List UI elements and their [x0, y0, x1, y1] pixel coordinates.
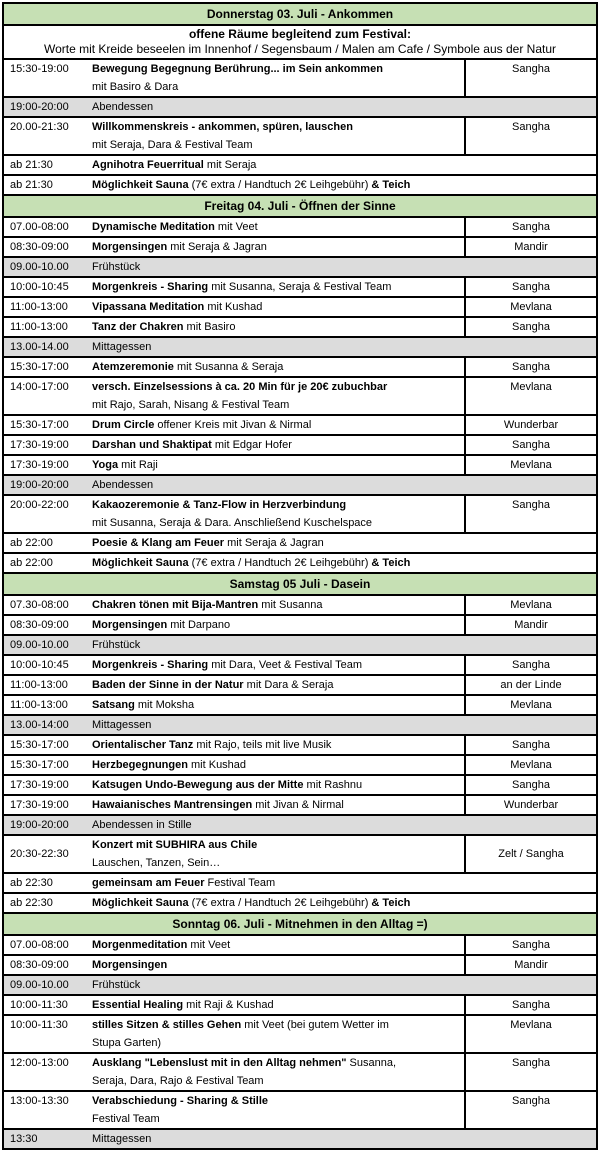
description-cell: Ausklang "Lebenslust mit in den Alltag nehmen" Susanna, Seraja, Dara, Rajo & Festival Team [92, 1057, 397, 1087]
description-cell: Kakaozeremonie & Tanz-Flow in Herzverbindung mit Susanna, Seraja & Dara. Anschließend Kuschelspace [92, 499, 373, 529]
time-cell: 11:00-13:00 [10, 699, 68, 711]
description-cell: stilles Sitzen & stilles Gehen mit Veet (bei gutem Wetter im Stupa Garten) [92, 1019, 389, 1049]
time-cell: ab 22:30 [10, 877, 53, 889]
location-cell: Sangha [464, 318, 596, 336]
time-cell: 12:00-13:00 [10, 1057, 69, 1069]
description-cell: Agnihotra Feuerritual mit Seraja [92, 159, 257, 171]
description-cell: Mittagessen [92, 1133, 152, 1145]
location-cell: Sangha [464, 496, 596, 532]
time-cell: 19:00-20:00 [10, 819, 69, 831]
description-cell: Morgenmeditation mit Veet [92, 939, 231, 951]
time-cell: 15:30-17:00 [10, 419, 69, 431]
note-line-1: offene Räume begleitend zum Festival: [188, 27, 412, 41]
meal-row [4, 974, 596, 994]
day-header-row: Sonntag 06. Juli - Mitnehmen in den Alltag =) [4, 912, 596, 934]
event-row [4, 1052, 596, 1090]
location-cell: Wunderbar [464, 796, 596, 814]
event-row [4, 954, 596, 974]
location-cell: Mandir [464, 238, 596, 256]
description-cell: Darshan und Shaktipat mit Edgar Hofer [92, 439, 292, 451]
time-cell: 13:30 [10, 1133, 38, 1145]
meal-row [4, 256, 596, 276]
time-cell: 07.00-08:00 [10, 221, 69, 233]
location-cell: Mandir [464, 956, 596, 974]
time-cell: ab 22:00 [10, 557, 53, 569]
time-cell: 10:00-10:45 [10, 281, 69, 293]
description-cell: Dynamische Meditation mit Veet [92, 221, 258, 233]
time-cell: 14:00-17:00 [10, 381, 69, 393]
event-row [4, 356, 596, 376]
event-row [4, 174, 596, 194]
note-row [4, 24, 596, 58]
description-cell: Morgenkreis - Sharing mit Dara, Veet & Festival Team [92, 659, 362, 671]
day-header-row: Freitag 04. Juli - Öffnen der Sinne [4, 194, 596, 216]
time-cell: 17:30-19:00 [10, 459, 69, 471]
time-cell: 15:30-17:00 [10, 759, 69, 771]
event-row [4, 154, 596, 174]
location-cell: Sangha [464, 358, 596, 376]
description-cell: Herzbegegnungen mit Kushad [92, 759, 247, 771]
location-cell: Sangha [464, 736, 596, 754]
event-row [4, 1014, 596, 1052]
time-cell: 08:30-09:00 [10, 959, 69, 971]
time-cell: 13:00-13:30 [10, 1095, 69, 1107]
event-row [4, 216, 596, 236]
description-cell: Morgensingen [92, 959, 168, 971]
location-cell: Sangha [464, 656, 596, 674]
description-cell: Möglichkeit Sauna (7€ extra / Handtuch 2€ Leihgebühr) & Teich [92, 897, 411, 909]
time-cell: ab 22:00 [10, 537, 53, 549]
location-cell: Sangha [464, 1092, 596, 1128]
location-cell: Mevlana [464, 456, 596, 474]
location-cell: Sangha [464, 278, 596, 296]
location-cell: Sangha [464, 996, 596, 1014]
description-cell: Katsugen Undo-Bewegung aus der Mitte mit Rashnu [92, 779, 363, 791]
event-row [4, 834, 596, 872]
time-cell: 09.00-10.00 [10, 261, 69, 273]
time-cell: ab 22:30 [10, 897, 53, 909]
event-row [4, 532, 596, 552]
location-cell: an der Linde [464, 676, 596, 694]
event-row [4, 754, 596, 774]
description-cell: gemeinsam am Feuer Festival Team [92, 877, 276, 889]
event-row [4, 994, 596, 1014]
description-cell: Poesie & Klang am Feuer mit Seraja & Jagran [92, 537, 324, 549]
event-row [4, 552, 596, 572]
description-cell: Morgensingen mit Seraja & Jagran [92, 241, 267, 253]
note-line-2: Worte mit Kreide beseelen im Innenhof / Segensbaum / Malen am Cafe / Symbole aus der Natur [43, 42, 557, 56]
location-cell: Mevlana [464, 756, 596, 774]
description-cell: Chakren tönen mit Bija-Mantren mit Susanna [92, 599, 323, 611]
time-cell: 20:30-22:30 [10, 848, 69, 860]
time-cell: 09.00-10.00 [10, 639, 69, 651]
event-row [4, 376, 596, 414]
location-cell: Wunderbar [464, 416, 596, 434]
description-cell: Mittagessen [92, 341, 152, 353]
time-cell: 17:30-19:00 [10, 799, 69, 811]
description-cell: Hawaianisches Mantrensingen mit Jivan & Nirmal [92, 799, 344, 811]
description-cell: Frühstück [92, 261, 141, 273]
meal-row [4, 714, 596, 734]
time-cell: ab 21:30 [10, 159, 53, 171]
location-cell: Mevlana [464, 696, 596, 714]
description-cell: Frühstück [92, 979, 141, 991]
description-cell: Orientalischer Tanz mit Rajo, teils mit live Musik [92, 739, 332, 751]
day-header-row: Samstag 05 Juli - Dasein [4, 572, 596, 594]
location-cell: Sangha [464, 118, 596, 154]
time-cell: 20:00-22:00 [10, 499, 69, 511]
time-cell: 19:00-20:00 [10, 479, 69, 491]
event-row [4, 892, 596, 912]
time-cell: 10:00-11:30 [10, 1019, 68, 1031]
event-row [4, 236, 596, 256]
meal-row [4, 1128, 596, 1148]
meal-row [4, 336, 596, 356]
location-cell: Sangha [464, 936, 596, 954]
event-row [4, 794, 596, 814]
description-cell: Mittagessen [92, 719, 152, 731]
event-row [4, 774, 596, 794]
description-cell: Vipassana Meditation mit Kushad [92, 301, 263, 313]
location-cell: Mevlana [464, 596, 596, 614]
location-cell: Mevlana [464, 378, 596, 414]
time-cell: 13.00-14:00 [10, 719, 69, 731]
description-cell: Essential Healing mit Raji & Kushad [92, 999, 274, 1011]
time-cell: 15:30-19:00 [10, 63, 69, 75]
time-cell: 11:00-13:00 [10, 321, 68, 333]
festival-schedule-table [2, 2, 598, 1150]
time-cell: 09.00-10.00 [10, 979, 69, 991]
meal-row [4, 474, 596, 494]
time-cell: 10:00-10:45 [10, 659, 69, 671]
location-cell: Sangha [464, 218, 596, 236]
description-cell: Tanz der Chakren mit Basiro [92, 321, 236, 333]
description-cell: Atemzeremonie mit Susanna & Seraja [92, 361, 284, 373]
event-row [4, 494, 596, 532]
description-cell: Satsang mit Moksha [92, 699, 195, 711]
day-header-row: Donnerstag 03. Juli - Ankommen [4, 4, 596, 24]
meal-row [4, 814, 596, 834]
event-row [4, 116, 596, 154]
location-cell: Sangha [464, 1054, 596, 1090]
description-cell: Abendessen [92, 101, 154, 113]
time-cell: 11:00-13:00 [10, 301, 68, 313]
description-cell: versch. Einzelsessions à ca. 20 Min für je 20€ zubuchbar mit Rajo, Sarah, Nisang & Festival Team [92, 381, 388, 411]
description-cell: Drum Circle offener Kreis mit Jivan & Nirmal [92, 419, 312, 431]
time-cell: 19:00-20:00 [10, 101, 69, 113]
event-row [4, 734, 596, 754]
description-cell: Abendessen [92, 479, 154, 491]
description-cell: Verabschiedung - Sharing & Stille Festival Team [92, 1095, 269, 1125]
event-row [4, 674, 596, 694]
description-cell: Willkommenskreis - ankommen, spüren, lauschen mit Seraja, Dara & Festival Team [92, 121, 353, 151]
description-cell: Morgenkreis - Sharing mit Susanna, Seraja & Festival Team [92, 281, 392, 293]
description-cell: Morgensingen mit Darpano [92, 619, 231, 631]
location-cell: Sangha [464, 776, 596, 794]
time-cell: 08:30-09:00 [10, 619, 69, 631]
description-cell: Yoga mit Raji [92, 459, 158, 471]
description-cell: Möglichkeit Sauna (7€ extra / Handtuch 2€ Leihgebühr) & Teich [92, 179, 411, 191]
time-cell: 13.00-14.00 [10, 341, 69, 353]
event-row [4, 434, 596, 454]
event-row [4, 296, 596, 316]
time-cell: 20.00-21:30 [10, 121, 69, 133]
description-cell: Bewegung Begegnung Berührung... im Sein ankommen mit Basiro & Dara [92, 63, 383, 93]
location-cell: Mandir [464, 616, 596, 634]
event-row [4, 316, 596, 336]
time-cell: 08:30-09:00 [10, 241, 69, 253]
description-cell: Konzert mit SUBHIRA aus Chile Lauschen, Tanzen, Sein… [92, 839, 258, 869]
location-cell: Sangha [464, 436, 596, 454]
time-cell: 11:00-13:00 [10, 679, 68, 691]
event-row [4, 276, 596, 296]
time-cell: 15:30-17:00 [10, 739, 69, 751]
event-row [4, 1090, 596, 1128]
description-cell: Möglichkeit Sauna (7€ extra / Handtuch 2€ Leihgebühr) & Teich [92, 557, 411, 569]
location-cell: Mevlana [464, 298, 596, 316]
time-cell: 17:30-19:00 [10, 439, 69, 451]
location-cell: Sangha [464, 60, 596, 96]
location-cell: Mevlana [464, 1016, 596, 1052]
meal-row [4, 634, 596, 654]
meal-row [4, 96, 596, 116]
time-cell: 15:30-17:00 [10, 361, 69, 373]
time-cell: 07.00-08:00 [10, 939, 69, 951]
description-cell: Baden der Sinne in der Natur mit Dara & Seraja [92, 679, 334, 691]
time-cell: 10:00-11:30 [10, 999, 68, 1011]
description-cell: Frühstück [92, 639, 141, 651]
description-cell: Abendessen in Stille [92, 819, 192, 831]
event-row [4, 594, 596, 614]
event-row [4, 58, 596, 96]
time-cell: 17:30-19:00 [10, 779, 69, 791]
event-row [4, 694, 596, 714]
event-row [4, 414, 596, 434]
event-row [4, 614, 596, 634]
event-row [4, 872, 596, 892]
time-cell: ab 21:30 [10, 179, 53, 191]
event-row [4, 654, 596, 674]
event-row [4, 934, 596, 954]
time-cell: 07.30-08:00 [10, 599, 69, 611]
event-row [4, 454, 596, 474]
location-cell: Zelt / Sangha [464, 836, 596, 872]
